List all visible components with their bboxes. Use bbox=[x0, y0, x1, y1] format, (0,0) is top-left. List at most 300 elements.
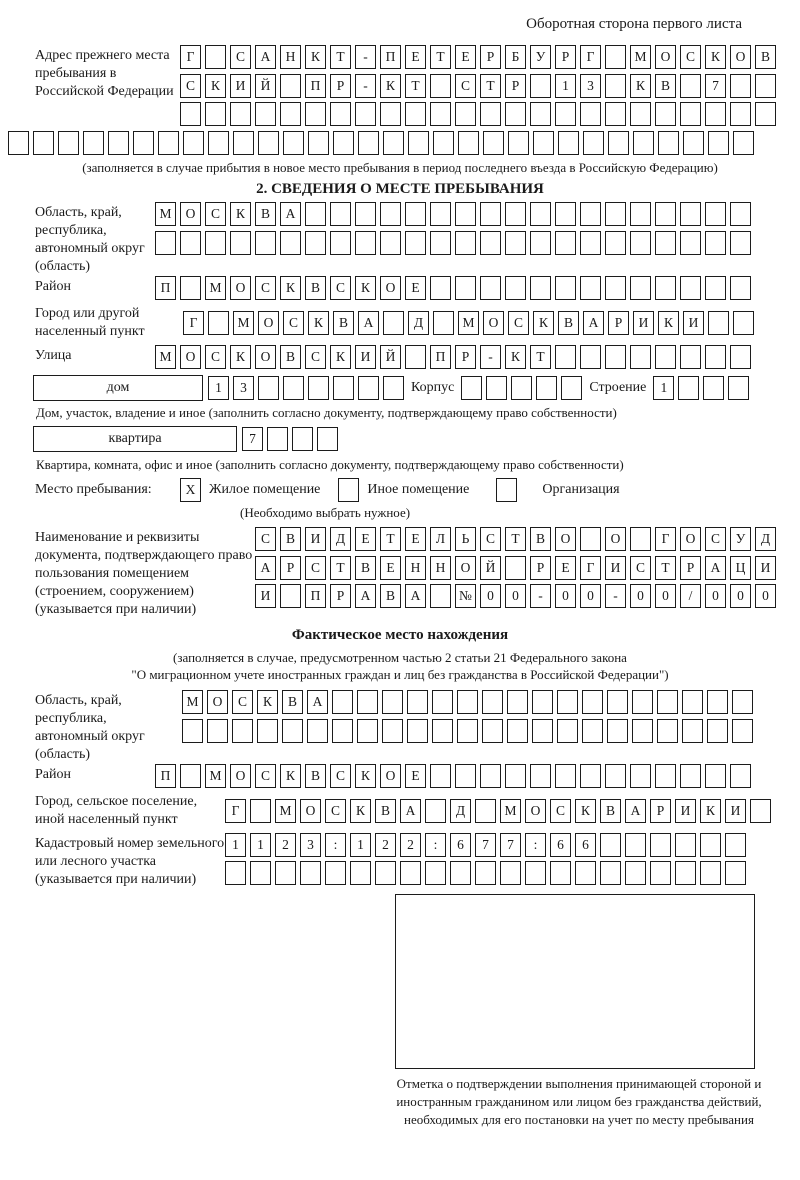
char-box[interactable]: С bbox=[680, 45, 701, 69]
char-box[interactable]: Т bbox=[380, 527, 401, 551]
char-box[interactable]: С bbox=[325, 799, 346, 823]
char-box[interactable] bbox=[182, 719, 203, 743]
char-box[interactable] bbox=[458, 131, 479, 155]
char-box[interactable] bbox=[133, 131, 154, 155]
char-box[interactable]: Е bbox=[555, 556, 576, 580]
char-box[interactable] bbox=[580, 202, 601, 226]
char-box[interactable]: Е bbox=[405, 764, 426, 788]
char-box[interactable]: С bbox=[455, 74, 476, 98]
char-box[interactable]: Р bbox=[530, 556, 551, 580]
char-box[interactable] bbox=[180, 231, 201, 255]
char-box[interactable] bbox=[158, 131, 179, 155]
char-box[interactable]: И bbox=[305, 527, 326, 551]
char-box[interactable] bbox=[505, 276, 526, 300]
char-box[interactable] bbox=[580, 345, 601, 369]
char-box[interactable]: Т bbox=[655, 556, 676, 580]
char-box[interactable]: А bbox=[625, 799, 646, 823]
char-box[interactable]: К bbox=[230, 345, 251, 369]
char-box[interactable]: С bbox=[205, 202, 226, 226]
char-box[interactable] bbox=[250, 799, 271, 823]
char-box[interactable]: О bbox=[207, 690, 228, 714]
char-box[interactable] bbox=[258, 376, 279, 400]
document-row-1[interactable] bbox=[255, 527, 780, 551]
char-box[interactable] bbox=[680, 764, 701, 788]
char-box[interactable] bbox=[432, 690, 453, 714]
char-box[interactable] bbox=[308, 131, 329, 155]
char-box[interactable] bbox=[405, 345, 426, 369]
char-box[interactable]: П bbox=[305, 584, 326, 608]
char-box[interactable] bbox=[480, 764, 501, 788]
char-box[interactable]: Т bbox=[430, 45, 451, 69]
prev-address-row-3[interactable] bbox=[180, 102, 780, 126]
char-box[interactable] bbox=[678, 376, 699, 400]
char-box[interactable]: 1 bbox=[653, 376, 674, 400]
char-box[interactable] bbox=[475, 861, 496, 885]
char-box[interactable] bbox=[280, 102, 301, 126]
char-box[interactable] bbox=[607, 690, 628, 714]
char-box[interactable] bbox=[657, 719, 678, 743]
char-box[interactable] bbox=[525, 861, 546, 885]
char-box[interactable] bbox=[725, 861, 746, 885]
district-row[interactable] bbox=[155, 276, 755, 300]
char-box[interactable] bbox=[532, 690, 553, 714]
char-box[interactable] bbox=[475, 799, 496, 823]
char-box[interactable] bbox=[208, 311, 229, 335]
char-box[interactable] bbox=[655, 345, 676, 369]
char-box[interactable]: Т bbox=[480, 74, 501, 98]
document-row-3[interactable] bbox=[255, 584, 780, 608]
char-box[interactable]: П bbox=[305, 74, 326, 98]
apartment-cells[interactable] bbox=[242, 427, 342, 451]
cadastral-row-2[interactable] bbox=[225, 861, 750, 885]
char-box[interactable] bbox=[433, 131, 454, 155]
char-box[interactable]: Д bbox=[330, 527, 351, 551]
char-box[interactable] bbox=[600, 861, 621, 885]
char-box[interactable] bbox=[733, 131, 754, 155]
char-box[interactable]: С bbox=[255, 764, 276, 788]
char-box[interactable] bbox=[480, 276, 501, 300]
char-box[interactable] bbox=[582, 719, 603, 743]
char-box[interactable] bbox=[755, 74, 776, 98]
char-box[interactable] bbox=[292, 427, 313, 451]
other-premises-checkbox[interactable] bbox=[338, 478, 359, 502]
char-box[interactable] bbox=[580, 102, 601, 126]
char-box[interactable]: 1 bbox=[350, 833, 371, 857]
char-box[interactable] bbox=[180, 276, 201, 300]
char-box[interactable] bbox=[705, 764, 726, 788]
char-box[interactable]: К bbox=[380, 74, 401, 98]
char-box[interactable] bbox=[205, 231, 226, 255]
char-box[interactable] bbox=[355, 231, 376, 255]
char-box[interactable]: Н bbox=[405, 556, 426, 580]
char-box[interactable] bbox=[555, 231, 576, 255]
char-box[interactable]: А bbox=[255, 556, 276, 580]
char-box[interactable]: В bbox=[655, 74, 676, 98]
char-box[interactable]: С bbox=[630, 556, 651, 580]
char-box[interactable]: О bbox=[380, 764, 401, 788]
char-box[interactable] bbox=[600, 833, 621, 857]
char-box[interactable]: К bbox=[280, 276, 301, 300]
char-box[interactable]: В bbox=[255, 202, 276, 226]
char-box[interactable]: 1 bbox=[250, 833, 271, 857]
char-box[interactable] bbox=[405, 102, 426, 126]
char-box[interactable] bbox=[455, 231, 476, 255]
char-box[interactable]: Г bbox=[225, 799, 246, 823]
char-box[interactable] bbox=[275, 861, 296, 885]
char-box[interactable] bbox=[450, 861, 471, 885]
char-box[interactable]: А bbox=[307, 690, 328, 714]
char-box[interactable] bbox=[655, 276, 676, 300]
char-box[interactable]: М bbox=[458, 311, 479, 335]
char-box[interactable] bbox=[630, 345, 651, 369]
actual-district-row[interactable] bbox=[155, 764, 755, 788]
char-box[interactable] bbox=[505, 556, 526, 580]
char-box[interactable] bbox=[630, 276, 651, 300]
char-box[interactable]: Е bbox=[380, 556, 401, 580]
char-box[interactable]: В bbox=[280, 345, 301, 369]
char-box[interactable] bbox=[630, 527, 651, 551]
char-box[interactable] bbox=[305, 202, 326, 226]
char-box[interactable] bbox=[683, 131, 704, 155]
city-row[interactable] bbox=[183, 311, 758, 335]
char-box[interactable]: 7 bbox=[475, 833, 496, 857]
char-box[interactable] bbox=[483, 131, 504, 155]
char-box[interactable]: А bbox=[583, 311, 604, 335]
char-box[interactable]: : bbox=[425, 833, 446, 857]
char-box[interactable]: С bbox=[232, 690, 253, 714]
char-box[interactable]: М bbox=[205, 764, 226, 788]
char-box[interactable] bbox=[633, 131, 654, 155]
char-box[interactable]: С bbox=[330, 764, 351, 788]
char-box[interactable] bbox=[405, 231, 426, 255]
char-box[interactable] bbox=[408, 131, 429, 155]
char-box[interactable]: 0 bbox=[705, 584, 726, 608]
char-box[interactable]: А bbox=[355, 584, 376, 608]
char-box[interactable] bbox=[283, 131, 304, 155]
char-box[interactable] bbox=[730, 74, 751, 98]
char-box[interactable] bbox=[255, 231, 276, 255]
char-box[interactable] bbox=[680, 345, 701, 369]
char-box[interactable] bbox=[730, 345, 751, 369]
char-box[interactable] bbox=[325, 861, 346, 885]
char-box[interactable]: М bbox=[233, 311, 254, 335]
char-box[interactable] bbox=[330, 202, 351, 226]
char-box[interactable] bbox=[207, 719, 228, 743]
char-box[interactable] bbox=[730, 202, 751, 226]
char-box[interactable] bbox=[732, 719, 753, 743]
char-box[interactable] bbox=[680, 74, 701, 98]
char-box[interactable]: К bbox=[355, 764, 376, 788]
char-box[interactable]: 2 bbox=[375, 833, 396, 857]
char-box[interactable]: 0 bbox=[555, 584, 576, 608]
char-box[interactable] bbox=[705, 231, 726, 255]
char-box[interactable] bbox=[332, 690, 353, 714]
char-box[interactable]: О bbox=[230, 764, 251, 788]
char-box[interactable]: В bbox=[282, 690, 303, 714]
char-box[interactable] bbox=[657, 690, 678, 714]
char-box[interactable]: К bbox=[280, 764, 301, 788]
char-box[interactable]: - bbox=[355, 74, 376, 98]
char-box[interactable] bbox=[355, 102, 376, 126]
char-box[interactable]: Р bbox=[650, 799, 671, 823]
char-box[interactable] bbox=[405, 202, 426, 226]
char-box[interactable] bbox=[680, 231, 701, 255]
char-box[interactable] bbox=[425, 861, 446, 885]
char-box[interactable] bbox=[282, 719, 303, 743]
region-row-1[interactable] bbox=[155, 202, 755, 226]
char-box[interactable]: О bbox=[380, 276, 401, 300]
char-box[interactable]: 1 bbox=[225, 833, 246, 857]
char-box[interactable] bbox=[555, 276, 576, 300]
char-box[interactable] bbox=[330, 231, 351, 255]
char-box[interactable] bbox=[355, 202, 376, 226]
char-box[interactable] bbox=[257, 719, 278, 743]
char-box[interactable] bbox=[530, 764, 551, 788]
char-box[interactable] bbox=[507, 719, 528, 743]
char-box[interactable] bbox=[505, 764, 526, 788]
char-box[interactable]: К bbox=[305, 45, 326, 69]
char-box[interactable]: В bbox=[558, 311, 579, 335]
char-box[interactable] bbox=[505, 102, 526, 126]
char-box[interactable] bbox=[550, 861, 571, 885]
char-box[interactable] bbox=[183, 131, 204, 155]
char-box[interactable] bbox=[233, 131, 254, 155]
char-box[interactable] bbox=[333, 131, 354, 155]
char-box[interactable]: 0 bbox=[505, 584, 526, 608]
char-box[interactable] bbox=[407, 690, 428, 714]
char-box[interactable]: Г bbox=[655, 527, 676, 551]
char-box[interactable] bbox=[482, 719, 503, 743]
char-box[interactable]: О bbox=[180, 345, 201, 369]
char-box[interactable]: 2 bbox=[275, 833, 296, 857]
char-box[interactable] bbox=[625, 833, 646, 857]
char-box[interactable]: Р bbox=[608, 311, 629, 335]
actual-region-row-1[interactable] bbox=[182, 690, 757, 714]
char-box[interactable]: А bbox=[255, 45, 276, 69]
char-box[interactable] bbox=[230, 231, 251, 255]
char-box[interactable]: Й bbox=[255, 74, 276, 98]
char-box[interactable]: 1 bbox=[555, 74, 576, 98]
actual-city-row[interactable] bbox=[225, 799, 775, 823]
char-box[interactable]: : bbox=[525, 833, 546, 857]
char-box[interactable]: 6 bbox=[450, 833, 471, 857]
char-box[interactable] bbox=[580, 764, 601, 788]
char-box[interactable]: В bbox=[375, 799, 396, 823]
char-box[interactable] bbox=[180, 764, 201, 788]
char-box[interactable] bbox=[208, 131, 229, 155]
char-box[interactable] bbox=[155, 231, 176, 255]
char-box[interactable] bbox=[258, 131, 279, 155]
char-box[interactable] bbox=[455, 102, 476, 126]
char-box[interactable]: Р bbox=[555, 45, 576, 69]
char-box[interactable] bbox=[455, 764, 476, 788]
char-box[interactable]: Л bbox=[430, 527, 451, 551]
char-box[interactable]: 2 bbox=[400, 833, 421, 857]
char-box[interactable]: С bbox=[205, 345, 226, 369]
char-box[interactable] bbox=[505, 202, 526, 226]
char-box[interactable] bbox=[733, 311, 754, 335]
char-box[interactable] bbox=[700, 861, 721, 885]
char-box[interactable] bbox=[430, 102, 451, 126]
char-box[interactable]: 3 bbox=[300, 833, 321, 857]
char-box[interactable]: 0 bbox=[755, 584, 776, 608]
char-box[interactable]: И bbox=[355, 345, 376, 369]
char-box[interactable] bbox=[608, 131, 629, 155]
char-box[interactable] bbox=[380, 102, 401, 126]
char-box[interactable] bbox=[732, 690, 753, 714]
korpus-cells[interactable] bbox=[461, 376, 586, 400]
char-box[interactable]: К bbox=[205, 74, 226, 98]
char-box[interactable]: Р bbox=[455, 345, 476, 369]
char-box[interactable] bbox=[332, 719, 353, 743]
char-box[interactable]: 6 bbox=[575, 833, 596, 857]
char-box[interactable] bbox=[708, 311, 729, 335]
char-box[interactable] bbox=[530, 202, 551, 226]
char-box[interactable]: Р bbox=[330, 74, 351, 98]
char-box[interactable]: К bbox=[533, 311, 554, 335]
char-box[interactable] bbox=[605, 102, 626, 126]
char-box[interactable] bbox=[557, 719, 578, 743]
char-box[interactable]: М bbox=[205, 276, 226, 300]
char-box[interactable] bbox=[725, 833, 746, 857]
char-box[interactable]: О bbox=[555, 527, 576, 551]
char-box[interactable]: Т bbox=[330, 556, 351, 580]
char-box[interactable]: У bbox=[730, 527, 751, 551]
char-box[interactable]: К bbox=[658, 311, 679, 335]
char-box[interactable]: 0 bbox=[480, 584, 501, 608]
char-box[interactable] bbox=[457, 690, 478, 714]
char-box[interactable]: 7 bbox=[705, 74, 726, 98]
char-box[interactable]: О bbox=[655, 45, 676, 69]
char-box[interactable] bbox=[380, 231, 401, 255]
char-box[interactable]: О bbox=[730, 45, 751, 69]
char-box[interactable] bbox=[605, 202, 626, 226]
char-box[interactable]: М bbox=[500, 799, 521, 823]
char-box[interactable]: Е bbox=[405, 527, 426, 551]
char-box[interactable]: О bbox=[483, 311, 504, 335]
char-box[interactable]: О bbox=[300, 799, 321, 823]
char-box[interactable] bbox=[580, 231, 601, 255]
char-box[interactable]: А bbox=[705, 556, 726, 580]
char-box[interactable] bbox=[383, 376, 404, 400]
char-box[interactable]: Г bbox=[580, 45, 601, 69]
char-box[interactable]: К bbox=[575, 799, 596, 823]
char-box[interactable]: У bbox=[530, 45, 551, 69]
char-box[interactable] bbox=[430, 202, 451, 226]
char-box[interactable] bbox=[655, 231, 676, 255]
char-box[interactable]: - bbox=[605, 584, 626, 608]
char-box[interactable]: 0 bbox=[730, 584, 751, 608]
char-box[interactable] bbox=[383, 131, 404, 155]
char-box[interactable]: Д bbox=[450, 799, 471, 823]
char-box[interactable] bbox=[755, 102, 776, 126]
char-box[interactable]: К bbox=[505, 345, 526, 369]
char-box[interactable] bbox=[532, 719, 553, 743]
char-box[interactable]: Т bbox=[330, 45, 351, 69]
char-box[interactable] bbox=[108, 131, 129, 155]
char-box[interactable] bbox=[703, 376, 724, 400]
char-box[interactable]: С bbox=[480, 527, 501, 551]
char-box[interactable] bbox=[605, 45, 626, 69]
char-box[interactable] bbox=[432, 719, 453, 743]
char-box[interactable] bbox=[605, 276, 626, 300]
char-box[interactable]: С bbox=[230, 45, 251, 69]
char-box[interactable]: Й bbox=[380, 345, 401, 369]
char-box[interactable] bbox=[605, 231, 626, 255]
char-box[interactable] bbox=[382, 719, 403, 743]
char-box[interactable] bbox=[457, 719, 478, 743]
char-box[interactable]: С bbox=[508, 311, 529, 335]
char-box[interactable]: Г bbox=[580, 556, 601, 580]
char-box[interactable]: 1 bbox=[208, 376, 229, 400]
char-box[interactable]: Д bbox=[408, 311, 429, 335]
char-box[interactable]: 0 bbox=[580, 584, 601, 608]
char-box[interactable]: О bbox=[180, 202, 201, 226]
char-box[interactable]: М bbox=[275, 799, 296, 823]
char-box[interactable]: Й bbox=[480, 556, 501, 580]
char-box[interactable]: А bbox=[280, 202, 301, 226]
char-box[interactable]: Г bbox=[183, 311, 204, 335]
char-box[interactable] bbox=[280, 231, 301, 255]
char-box[interactable] bbox=[625, 861, 646, 885]
char-box[interactable]: В bbox=[305, 276, 326, 300]
char-box[interactable]: В bbox=[600, 799, 621, 823]
char-box[interactable]: Н bbox=[430, 556, 451, 580]
char-box[interactable]: Д bbox=[755, 527, 776, 551]
char-box[interactable] bbox=[380, 202, 401, 226]
char-box[interactable] bbox=[33, 131, 54, 155]
char-box[interactable]: О bbox=[680, 527, 701, 551]
char-box[interactable]: 7 bbox=[500, 833, 521, 857]
char-box[interactable]: : bbox=[325, 833, 346, 857]
char-box[interactable] bbox=[430, 231, 451, 255]
char-box[interactable] bbox=[680, 202, 701, 226]
char-box[interactable] bbox=[507, 690, 528, 714]
char-box[interactable]: С bbox=[180, 74, 201, 98]
char-box[interactable] bbox=[455, 276, 476, 300]
char-box[interactable]: Е bbox=[455, 45, 476, 69]
char-box[interactable] bbox=[205, 102, 226, 126]
char-box[interactable] bbox=[575, 861, 596, 885]
char-box[interactable] bbox=[180, 102, 201, 126]
char-box[interactable] bbox=[582, 690, 603, 714]
char-box[interactable]: О bbox=[255, 345, 276, 369]
char-box[interactable]: С bbox=[255, 527, 276, 551]
char-box[interactable] bbox=[632, 719, 653, 743]
char-box[interactable] bbox=[675, 861, 696, 885]
char-box[interactable]: Т bbox=[405, 74, 426, 98]
char-box[interactable]: О bbox=[455, 556, 476, 580]
char-box[interactable]: 3 bbox=[580, 74, 601, 98]
char-box[interactable]: О bbox=[230, 276, 251, 300]
char-box[interactable]: О bbox=[258, 311, 279, 335]
char-box[interactable]: В bbox=[305, 764, 326, 788]
char-box[interactable] bbox=[430, 584, 451, 608]
char-box[interactable] bbox=[480, 231, 501, 255]
char-box[interactable]: Е bbox=[355, 527, 376, 551]
char-box[interactable]: П bbox=[155, 276, 176, 300]
char-box[interactable] bbox=[433, 311, 454, 335]
char-box[interactable] bbox=[555, 102, 576, 126]
char-box[interactable] bbox=[705, 276, 726, 300]
char-box[interactable] bbox=[658, 131, 679, 155]
char-box[interactable] bbox=[707, 719, 728, 743]
actual-region-row-2[interactable] bbox=[182, 719, 757, 743]
char-box[interactable] bbox=[605, 764, 626, 788]
char-box[interactable] bbox=[580, 276, 601, 300]
char-box[interactable] bbox=[205, 45, 226, 69]
char-box[interactable]: И bbox=[683, 311, 704, 335]
